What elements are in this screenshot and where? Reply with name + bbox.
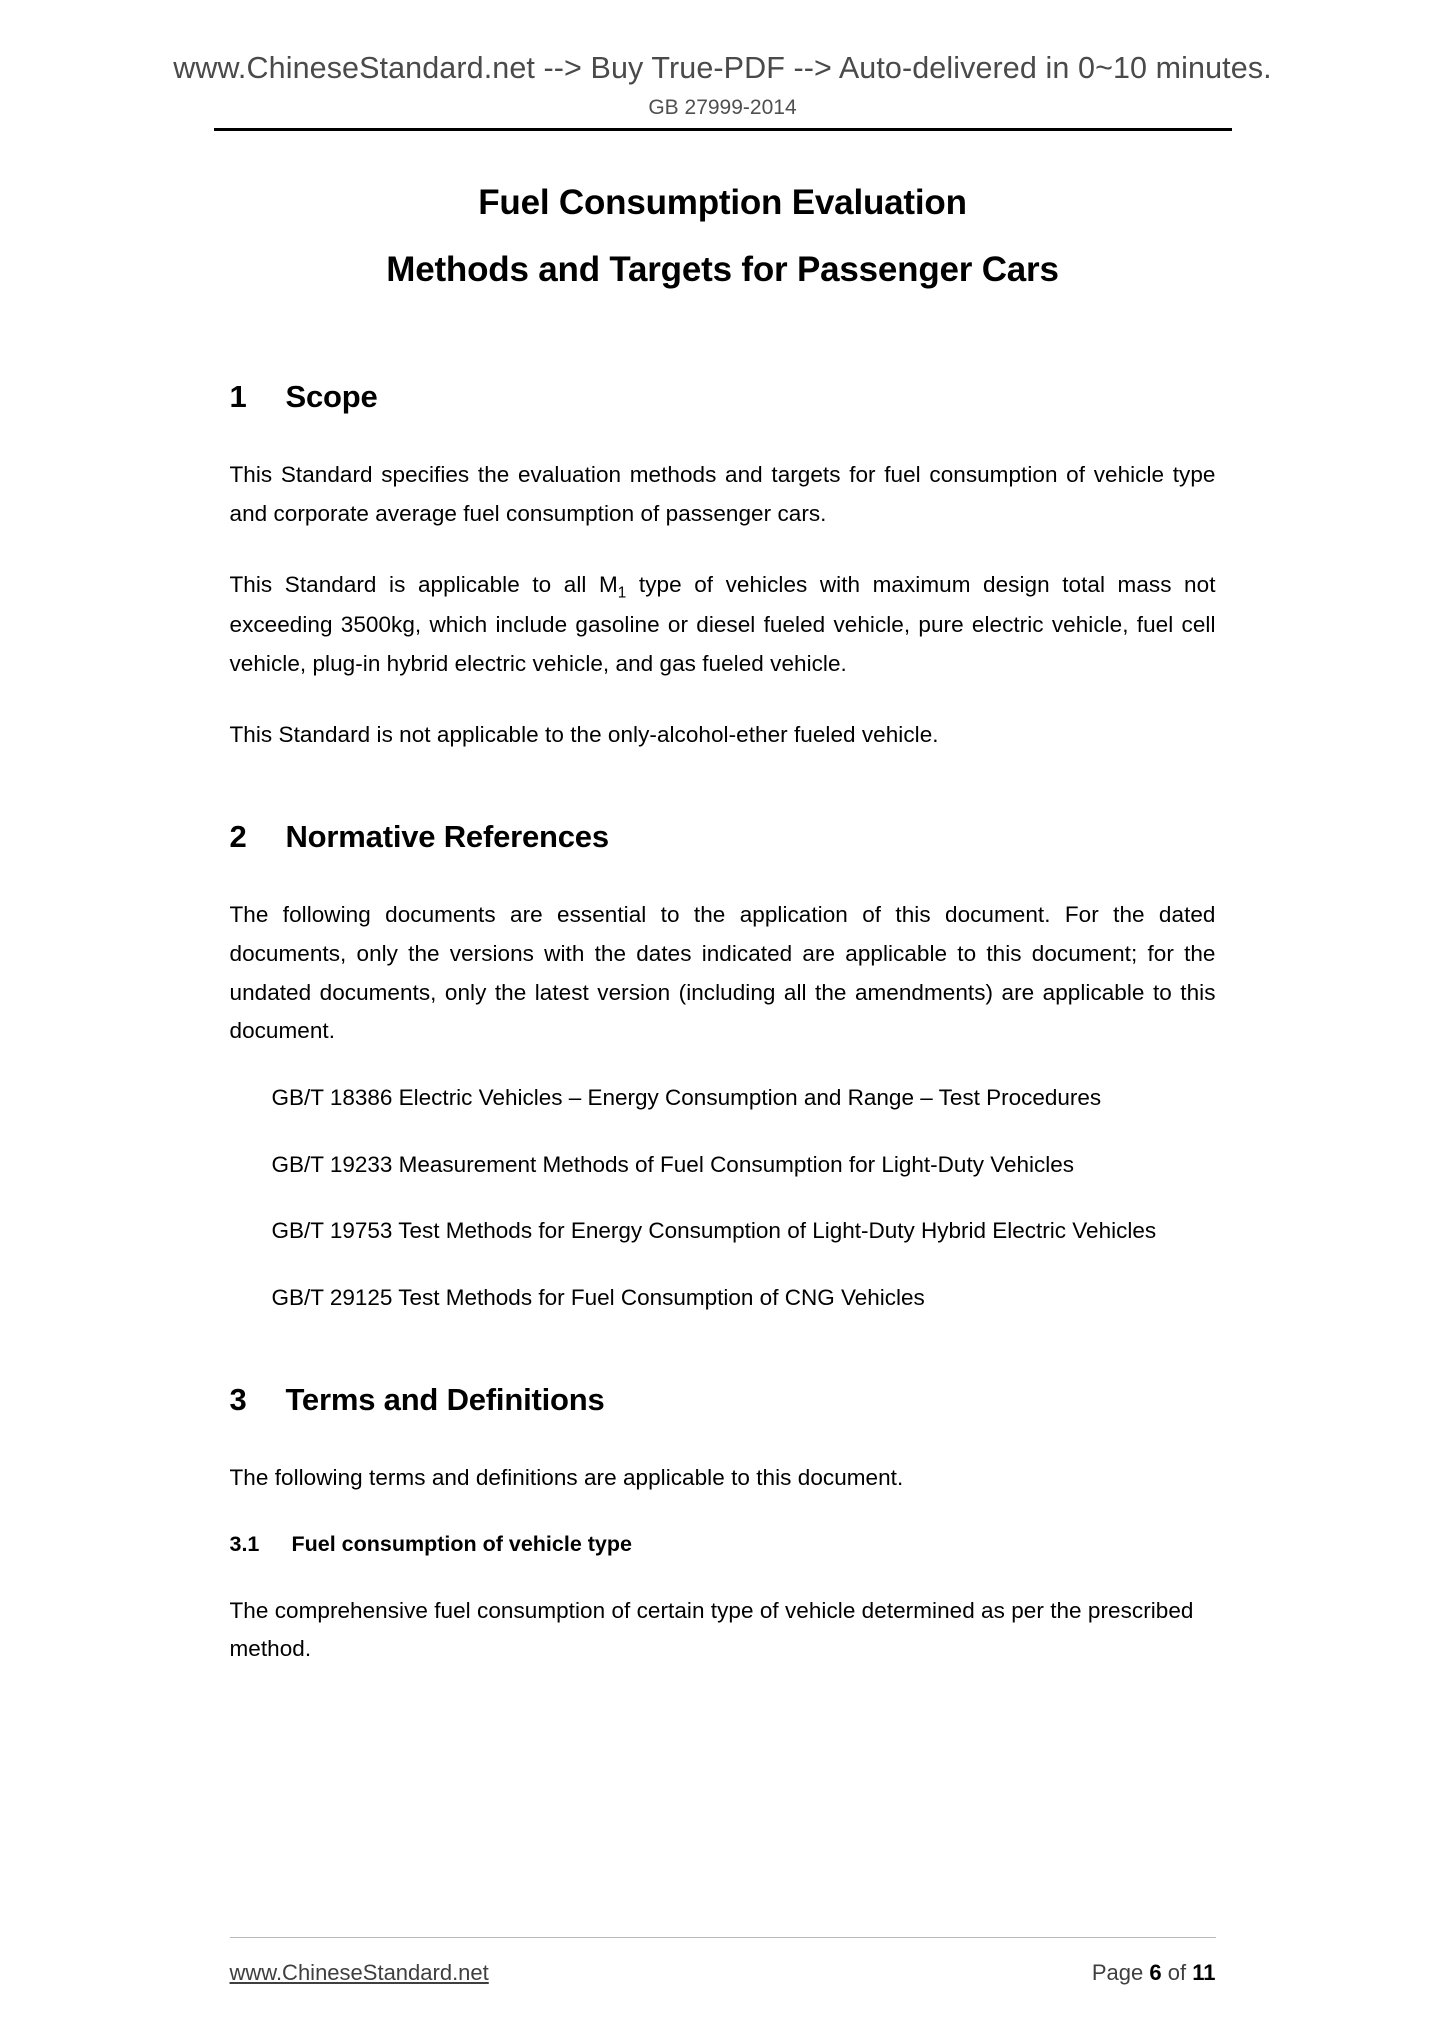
page-of-label: of [1167, 1960, 1187, 1985]
section-heading-terms-and-definitions [230, 1382, 1216, 1418]
reference-item: GB/T 29125 Test Methods for Fuel Consumption of CNG Vehicles [271, 1284, 925, 1310]
header-divider [214, 128, 1232, 131]
spacer [230, 854, 1216, 896]
spacer [230, 755, 1216, 819]
spacer [230, 287, 1216, 379]
normative-references-intro: The following documents are essential to the application of this document. For the dated documents, only the versions with the dates indicated are applicable to this document; for the undated documents, only the latest version (including all the amendments) are applicable to this document. [229, 902, 1216, 1044]
reference-item: GB/T 19753 Test Methods for Energy Consumption of Light-Duty Hybrid Electric Vehicles [271, 1218, 1157, 1244]
scope-paragraph-1: This Standard specifies the evaluation methods and targets for fuel consumption of vehicle type and corporate average fuel consumption of passenger cars. [229, 462, 1216, 526]
page-number-indicator [1092, 1960, 1216, 1986]
reference-item: GB/T 18386 Electric Vehicles – Energy Consumption and Range – Test Procedures [271, 1084, 1102, 1110]
footer-inner [214, 1937, 1232, 1986]
spacer [230, 1118, 1216, 1146]
standard-number: GB 27999-2014 [648, 95, 797, 119]
document-title-line-1: Fuel Consumption Evaluation [478, 182, 967, 222]
terms-intro-paragraph: The following terms and definitions are applicable to this document. [229, 1465, 904, 1491]
section-title-normative-references: Normative References [285, 818, 609, 854]
footer-row [230, 1960, 1216, 1986]
section-title-scope: Scope [285, 378, 378, 414]
reference-item: GB/T 19233 Measurement Methods of Fuel Consumption for Light-Duty Vehicles [271, 1151, 1074, 1177]
spacer [230, 1558, 1216, 1592]
spacer [230, 1184, 1216, 1212]
spacer [230, 1498, 1216, 1532]
section-number-3: 3 [229, 1381, 247, 1417]
subsection-heading-3-1 [230, 1532, 1216, 1558]
spacer [230, 684, 1216, 716]
subsection-title-3-1: Fuel consumption of vehicle type [291, 1531, 632, 1556]
page-total: 11 [1192, 1960, 1216, 1985]
scope-paragraph-2-part-2: type of vehicles with maximum design total mass not exceeding 3500kg, which include gasoline or diesel fueled vehicle, pure electric vehicle, fuel cell vehicle, plug-in hybrid electric vehicle, and gas fueled vehicle. [229, 571, 1216, 677]
page-footer [0, 1937, 1445, 1986]
spacer [230, 534, 1216, 566]
section-title-terms-and-definitions: Terms and Definitions [285, 1381, 605, 1417]
subsection-3-1-body: The comprehensive fuel consumption of certain type of vehicle determined as per the prescribed method. [229, 1597, 1194, 1662]
scope-paragraph-2-part-1: This Standard is applicable to all M [229, 571, 618, 597]
spacer [230, 1051, 1216, 1079]
spacer [230, 1318, 1216, 1382]
subsection-number-3-1: 3.1 [229, 1531, 260, 1556]
footer-website-link[interactable]: www.ChineseStandard.net [229, 1960, 489, 1985]
section-number-1: 1 [229, 378, 247, 414]
section-heading-normative-references [230, 819, 1216, 855]
page-header [0, 0, 1445, 131]
subscript-m1: 1 [617, 584, 627, 602]
spacer [230, 414, 1216, 456]
page-label: Page [1091, 1960, 1144, 1985]
promo-banner-text: www.ChineseStandard.net --> Buy True-PDF --> Auto-delivered in 0~10 minutes. [173, 51, 1272, 85]
document-title [230, 182, 1216, 289]
footer-divider [230, 1937, 1216, 1938]
spacer [230, 1417, 1216, 1459]
section-heading-scope [230, 379, 1216, 415]
section-number-2: 2 [229, 818, 247, 854]
scope-paragraph-2 [230, 566, 1216, 684]
scope-paragraph-3: This Standard is not applicable to the only-alcohol-ether fueled vehicle. [229, 721, 939, 747]
document-body [214, 182, 1232, 1670]
spacer [230, 1251, 1216, 1279]
document-title-line-2: Methods and Targets for Passenger Cars [386, 249, 1059, 289]
page-current: 6 [1149, 1960, 1162, 1985]
